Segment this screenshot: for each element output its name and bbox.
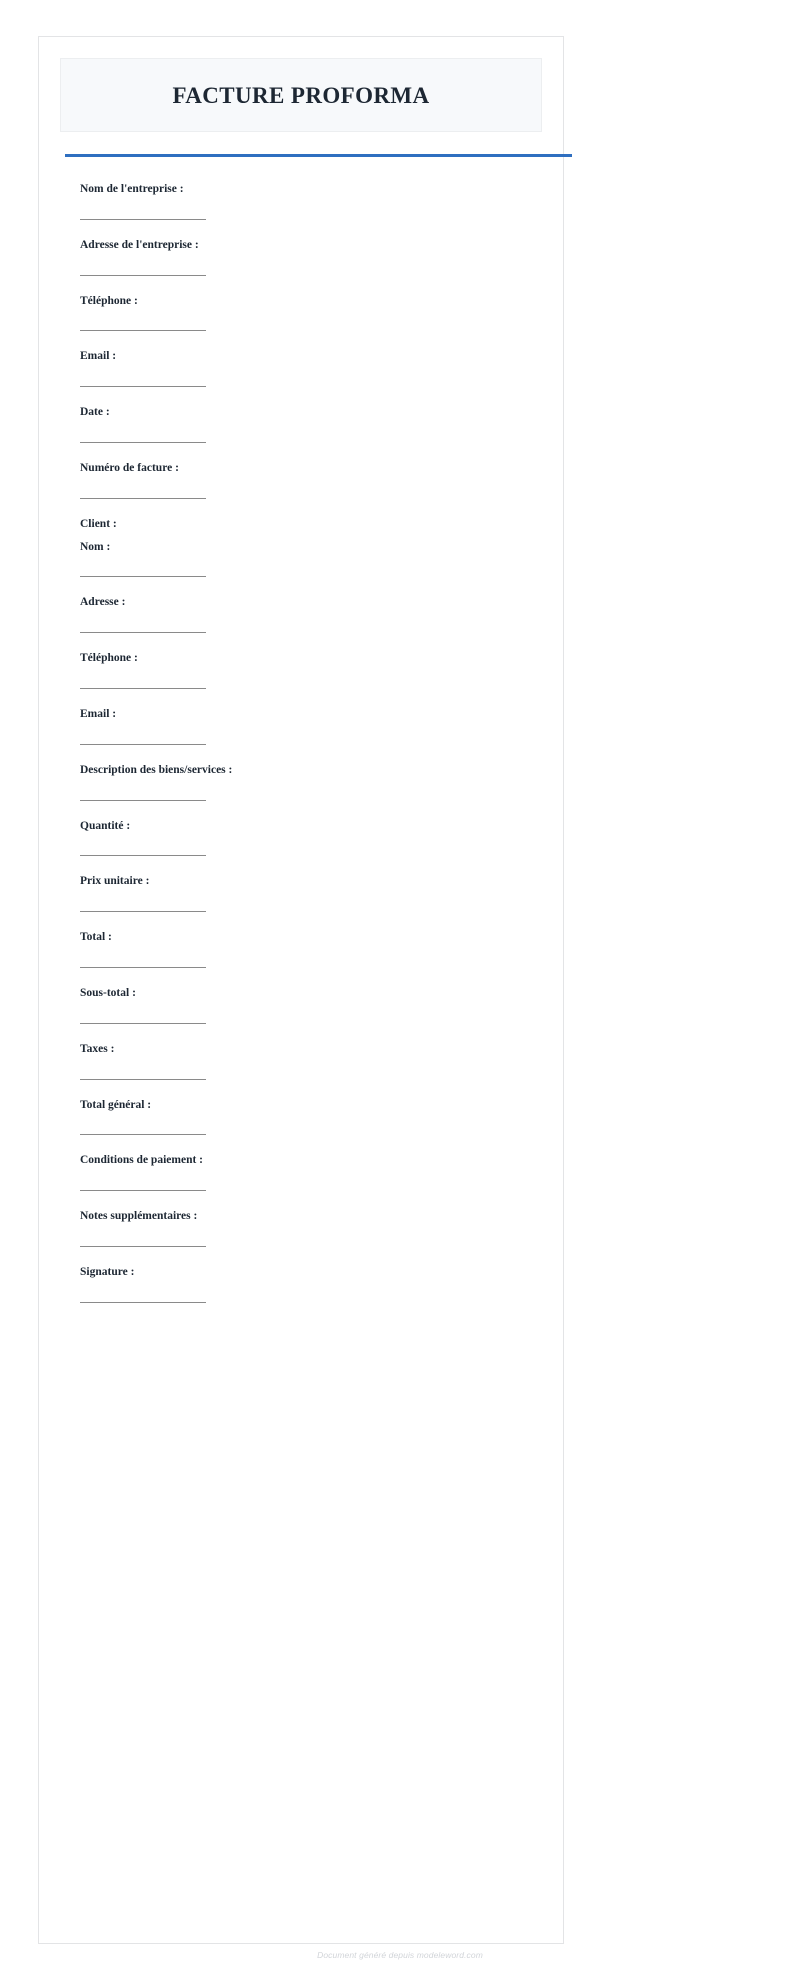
field-label: Prix unitaire : (80, 875, 150, 888)
document-title-banner (60, 58, 542, 132)
form-section-heading (80, 518, 563, 532)
field-write-in-line[interactable] (80, 219, 206, 220)
field-label: Nom : (80, 540, 111, 553)
field-label: Adresse : (80, 596, 126, 609)
field-write-in-line[interactable] (80, 1023, 206, 1024)
form-field (80, 596, 563, 633)
form-field (80, 1210, 563, 1247)
field-write-in-line[interactable] (80, 1246, 206, 1247)
field-label: Total général : (80, 1098, 152, 1111)
field-label: Signature : (80, 1265, 135, 1278)
field-write-in-line[interactable] (80, 1190, 206, 1191)
form-field (80, 1154, 563, 1191)
field-label: Email : (80, 350, 117, 363)
field-write-in-line[interactable] (80, 1302, 206, 1303)
field-label: Notes supplémentaires : (80, 1210, 198, 1223)
field-write-in-line[interactable] (80, 498, 206, 499)
form-field-list (39, 157, 563, 1303)
field-write-in-line[interactable] (80, 688, 206, 689)
field-write-in-line[interactable] (80, 1134, 206, 1135)
form-field (80, 239, 563, 276)
field-label: Email : (80, 707, 117, 720)
document-sheet (38, 36, 564, 1944)
form-field (80, 875, 563, 912)
form-field (80, 1266, 563, 1303)
form-field (80, 987, 563, 1024)
form-field (80, 541, 563, 578)
form-field (80, 1043, 563, 1080)
field-write-in-line[interactable] (80, 1079, 206, 1080)
field-write-in-line[interactable] (80, 275, 206, 276)
form-field (80, 708, 563, 745)
field-label: Total : (80, 931, 112, 944)
field-write-in-line[interactable] (80, 576, 206, 577)
form-field (80, 820, 563, 857)
form-field (80, 931, 563, 968)
form-field (80, 295, 563, 332)
field-write-in-line[interactable] (80, 911, 206, 912)
field-label: Description des biens/services : (80, 763, 233, 776)
field-label: Taxes : (80, 1042, 115, 1055)
field-label: Quantité : (80, 819, 131, 832)
field-write-in-line[interactable] (80, 800, 206, 801)
field-write-in-line[interactable] (80, 386, 206, 387)
field-write-in-line[interactable] (80, 330, 206, 331)
form-field (80, 183, 563, 220)
field-label: Date : (80, 406, 110, 419)
field-label: Téléphone : (80, 294, 138, 307)
footer-credit: Document généré depuis modeleword.com (317, 1950, 483, 1960)
form-field (80, 1099, 563, 1136)
field-label: Téléphone : (80, 652, 138, 665)
field-write-in-line[interactable] (80, 442, 206, 443)
field-write-in-line[interactable] (80, 967, 206, 968)
field-write-in-line[interactable] (80, 855, 206, 856)
form-field (80, 652, 563, 689)
field-label: Nom de l'entreprise : (80, 183, 184, 195)
field-label: Adresse de l'entreprise : (80, 238, 199, 251)
form-field (80, 462, 563, 499)
form-field (80, 406, 563, 443)
field-label: Conditions de paiement : (80, 1154, 203, 1167)
form-field (80, 764, 563, 801)
field-label: Numéro de facture : (80, 461, 179, 474)
form-field (80, 350, 563, 387)
field-write-in-line[interactable] (80, 744, 206, 745)
field-label: Sous-total : (80, 986, 136, 999)
field-label: Client : (80, 517, 117, 530)
field-write-in-line[interactable] (80, 632, 206, 633)
page-title: FACTURE PROFORMA (172, 82, 430, 108)
